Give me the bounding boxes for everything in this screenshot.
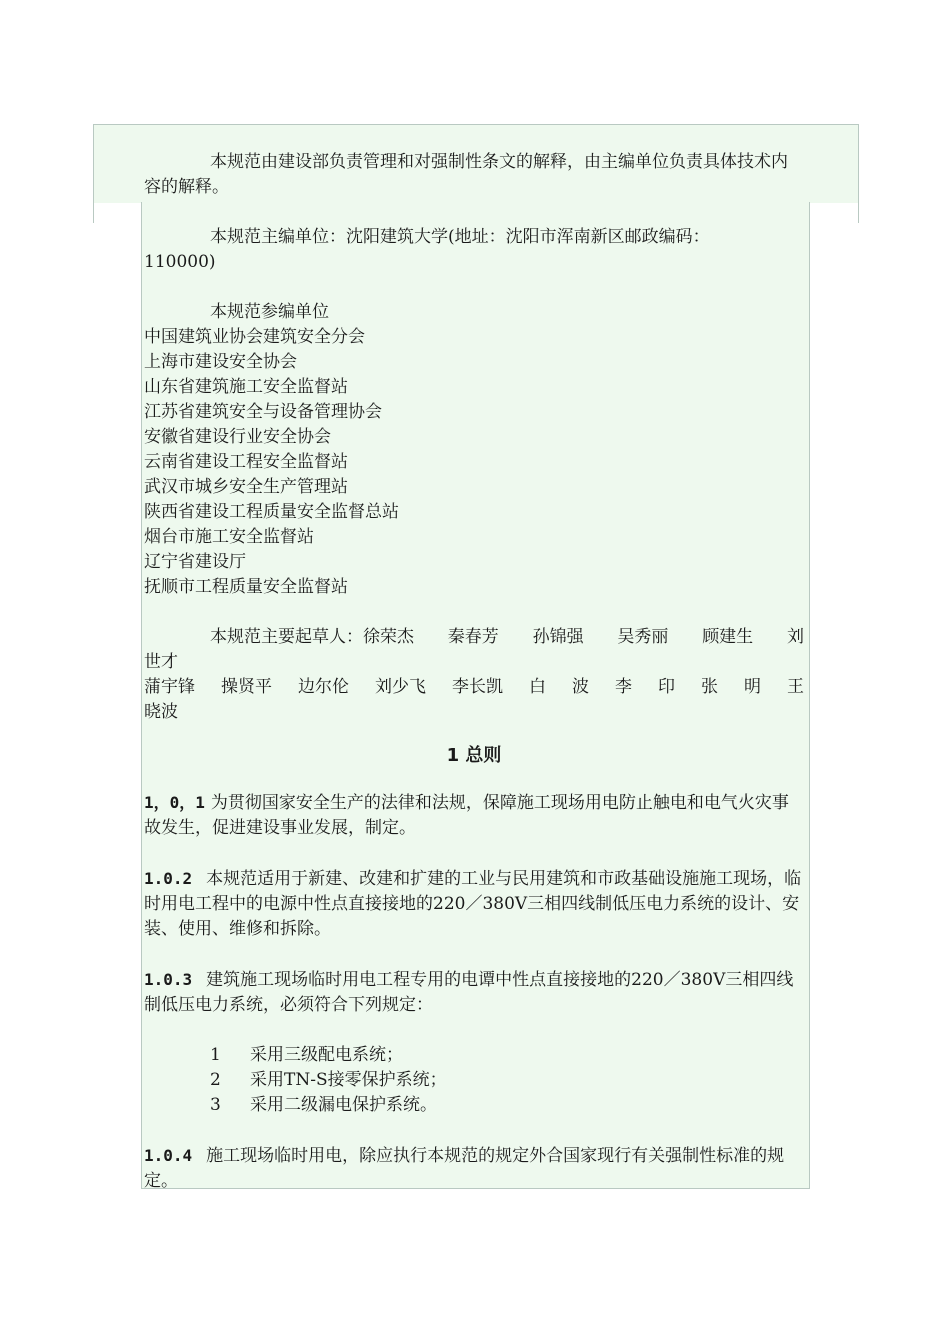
drafter-name: 刘 xyxy=(786,627,804,647)
participant-unit: 安徽省建设行业安全协会 xyxy=(144,427,331,447)
drafter-name: 边尔伦 xyxy=(298,677,349,697)
editor-unit-postcode: 110000) xyxy=(144,252,216,272)
requirement-number: 2 xyxy=(210,1070,221,1090)
drafter-name: 蒲宇锋 xyxy=(144,677,195,697)
document-body xyxy=(144,150,804,1194)
requirement-item xyxy=(144,1093,804,1118)
participant-unit: 云南省建设工程安全监督站 xyxy=(144,452,348,472)
drafter-name: 李 xyxy=(615,677,632,697)
participant-unit: 中国建筑业协会建筑安全分会 xyxy=(144,327,365,347)
chapter-title: 1 总则 xyxy=(446,745,502,766)
drafter-name: 顾建生 xyxy=(702,627,754,647)
drafter-name: 印 xyxy=(658,677,675,697)
band-stub-left xyxy=(93,203,94,223)
clause-text: 本规范适用于新建、改建和扩建的工业与民用建筑和市政基础设施施工现场，临时用电工程中的电源中性点直接接地的220／380V三相四线制低压电力系统的设计、安装、使用、维修和拆除。 xyxy=(144,869,802,939)
drafter-name: 操贤平 xyxy=(221,677,272,697)
clause-number: 1.0.2 xyxy=(144,869,193,888)
participant-unit: 江苏省建筑安全与设备管理协会 xyxy=(144,402,382,422)
drafters-row-2 xyxy=(144,675,804,700)
requirement-item xyxy=(144,1043,804,1068)
participant-unit: 山东省建筑施工安全监督站 xyxy=(144,377,348,397)
clause-text: 建筑施工现场临时用电工程专用的电谭中性点直接接地的220／380V三相四线制低压电力系统，必须符合下列规定： xyxy=(144,970,794,1015)
participant-unit: 武汉市城乡安全生产管理站 xyxy=(144,477,348,497)
drafter-name: 秦春芳 xyxy=(447,627,499,647)
requirement-number: 3 xyxy=(210,1095,221,1115)
drafter-name: 李长凯 xyxy=(452,677,503,697)
clause-1-0-2 xyxy=(144,866,804,942)
drafter-name-wrap: 世才 xyxy=(144,652,178,672)
drafters-label-and-first: 本规范主要起草人：徐荣杰 xyxy=(210,627,414,647)
clause-number: 1.0.3 xyxy=(144,970,193,989)
drafter-name: 吴秀丽 xyxy=(617,627,669,647)
clause-text: 施工现场临时用电，除应执行本规范的规定外合国家现行有关强制性标准的规定。 xyxy=(144,1146,785,1191)
requirement-item xyxy=(144,1068,804,1093)
requirement-text: 采用二级漏电保护系统。 xyxy=(250,1095,437,1115)
clause-1-0-3 xyxy=(144,967,804,1018)
band-stub-right xyxy=(858,203,859,223)
clause-text: 为贯彻国家安全生产的法律和法规，保障施工现场用电防止触电和电气火灾事故发生，促进建设事业发展，制定。 xyxy=(144,793,789,838)
drafter-name: 张 xyxy=(701,677,718,697)
requirement-text: 采用三级配电系统； xyxy=(250,1045,403,1065)
participant-unit: 陕西省建设工程质量安全监督总站 xyxy=(144,502,399,522)
drafter-name: 王 xyxy=(787,677,804,697)
drafters-row-1 xyxy=(144,625,804,650)
clause-number: 1，0，1 xyxy=(144,793,205,812)
editor-unit-line: 本规范主编单位：沈阳建筑大学(地址：沈阳市浑南新区邮政编码： xyxy=(210,227,710,247)
requirement-number: 1 xyxy=(210,1045,221,1065)
requirement-text: 采用TN-S接零保护系统； xyxy=(250,1070,447,1090)
clause-1-0-1 xyxy=(144,790,804,841)
drafter-name: 明 xyxy=(744,677,761,697)
drafter-name: 白 xyxy=(529,677,546,697)
participant-unit: 抚顺市工程质量安全监督站 xyxy=(144,577,348,597)
drafter-name-wrap: 晓波 xyxy=(144,702,178,722)
participants-heading: 本规范参编单位 xyxy=(210,302,329,322)
participant-unit: 辽宁省建设厅 xyxy=(144,552,246,572)
management-paragraph: 本规范由建设部负责管理和对强制性条文的解释，由主编单位负责具体技术内容的解释。 xyxy=(144,152,788,197)
clause-number: 1.0.4 xyxy=(144,1146,193,1165)
drafter-name: 孙锦强 xyxy=(532,627,584,647)
clause-1-0-4 xyxy=(144,1143,804,1194)
drafter-name: 波 xyxy=(572,677,589,697)
drafter-name: 刘少飞 xyxy=(375,677,426,697)
participant-unit: 上海市建设安全协会 xyxy=(144,352,297,372)
participant-unit: 烟台市施工安全监督站 xyxy=(144,527,314,547)
